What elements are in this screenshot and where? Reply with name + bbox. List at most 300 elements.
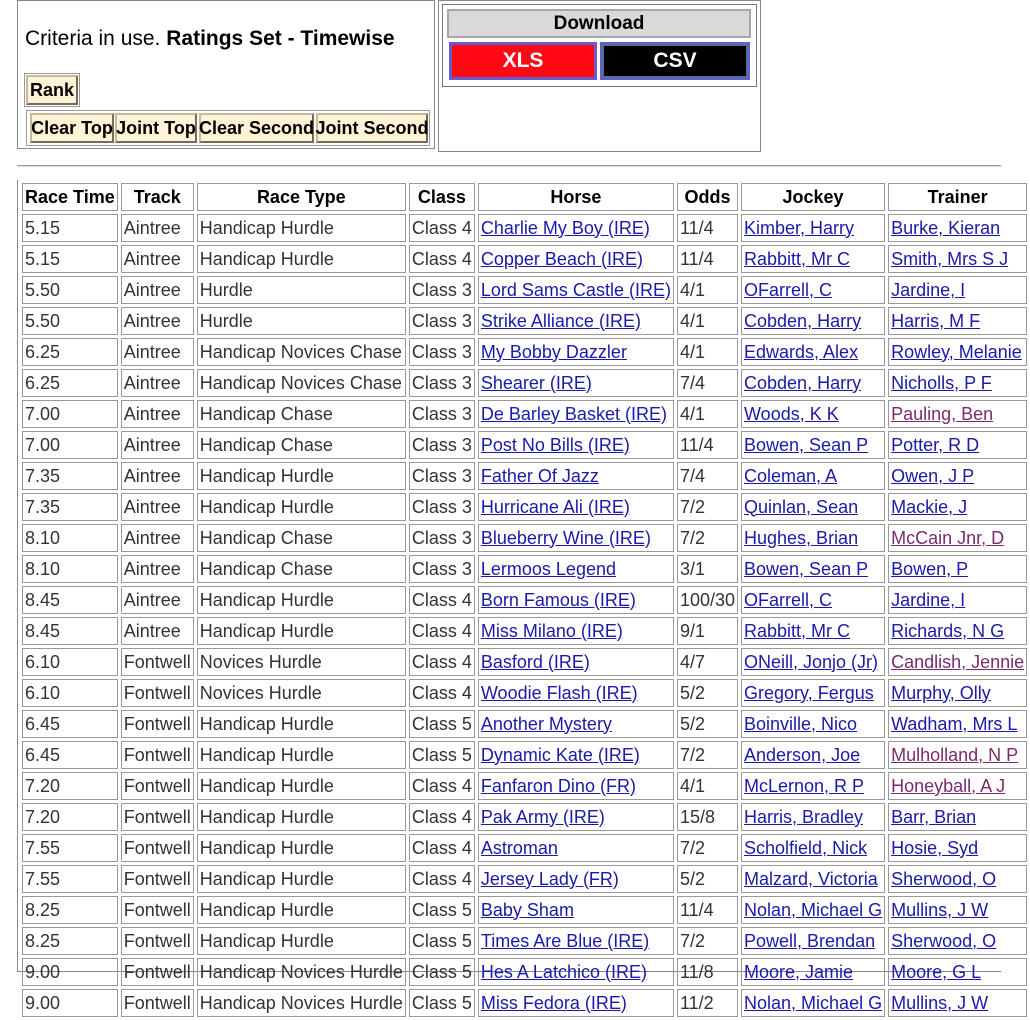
cell-track: Fontwell xyxy=(121,679,194,707)
header-track: Track xyxy=(121,183,194,211)
results-table-container xyxy=(17,180,1025,1013)
cell-horse xyxy=(478,834,674,862)
cell-horse xyxy=(478,989,674,1017)
table-row xyxy=(22,245,1027,273)
cell-track: Aintree xyxy=(121,276,194,304)
cell-race-type: Handicap Novices Chase xyxy=(197,338,406,366)
horse-link[interactable]: Copper Beach (IRE) xyxy=(480,248,643,269)
cell-class: Class 3 xyxy=(409,493,475,521)
cell-track: Aintree xyxy=(121,617,194,645)
cell-odds: 4/1 xyxy=(677,276,738,304)
horse-link[interactable]: Blueberry Wine (IRE) xyxy=(480,527,651,548)
jockey-link[interactable]: Cobden, Harry xyxy=(744,310,862,331)
cell-class: Class 5 xyxy=(409,989,475,1017)
cell-trainer xyxy=(888,493,1027,521)
horse-link[interactable]: Pak Army (IRE) xyxy=(480,806,605,827)
cell-trainer xyxy=(888,214,1027,242)
horse-link[interactable]: Lord Sams Castle (IRE) xyxy=(480,279,671,300)
trainer-link[interactable]: Pauling, Ben xyxy=(891,403,994,424)
trainer-link[interactable]: Burke, Kieran xyxy=(891,217,1001,238)
cell-track: Fontwell xyxy=(121,741,194,769)
trainer-link[interactable]: Wadham, Mrs L xyxy=(891,713,1018,734)
cell-trainer xyxy=(888,958,1027,986)
cell-class: Class 4 xyxy=(409,617,475,645)
jockey-link[interactable]: Nolan, Michael G xyxy=(744,992,883,1013)
cell-jockey xyxy=(741,431,885,459)
cell-jockey xyxy=(741,834,885,862)
cell-race-time: 6.25 xyxy=(22,338,118,366)
table-row xyxy=(22,524,1027,552)
cell-jockey xyxy=(741,369,885,397)
cell-track: Aintree xyxy=(121,245,194,273)
cell-trainer xyxy=(888,524,1027,552)
cell-odds: 7/2 xyxy=(677,927,738,955)
download-panel xyxy=(438,0,761,152)
cell-horse xyxy=(478,927,674,955)
clear-second-button[interactable]: Clear Second xyxy=(199,113,314,143)
trainer-link[interactable]: Honeyball, A J xyxy=(891,775,1006,796)
cell-odds: 15/8 xyxy=(677,803,738,831)
cell-trainer xyxy=(888,679,1027,707)
cell-race-time: 8.10 xyxy=(22,524,118,552)
jockey-link[interactable]: Kimber, Harry xyxy=(744,217,855,238)
cell-race-time: 6.45 xyxy=(22,741,118,769)
cell-jockey xyxy=(741,245,885,273)
cell-horse xyxy=(478,400,674,428)
cell-trainer xyxy=(888,431,1027,459)
cell-trainer xyxy=(888,927,1027,955)
trainer-link[interactable]: Mackie, J xyxy=(891,496,968,517)
horse-link[interactable]: De Barley Basket (IRE) xyxy=(480,403,667,424)
cell-track: Fontwell xyxy=(121,803,194,831)
cell-jockey xyxy=(741,710,885,738)
header-trainer: Trainer xyxy=(888,183,1027,211)
cell-trainer xyxy=(888,710,1027,738)
cell-odds: 4/1 xyxy=(677,400,738,428)
table-body xyxy=(22,214,1027,1017)
criteria-panel xyxy=(17,0,435,149)
jockey-link[interactable]: Powell, Brendan xyxy=(744,930,876,951)
cell-race-type: Handicap Hurdle xyxy=(197,741,406,769)
cell-track: Aintree xyxy=(121,493,194,521)
table-row xyxy=(22,369,1027,397)
table-row xyxy=(22,276,1027,304)
cell-race-type: Handicap Hurdle xyxy=(197,586,406,614)
table-row xyxy=(22,927,1027,955)
jockey-link[interactable]: Scholfield, Nick xyxy=(744,837,868,858)
cell-odds: 5/2 xyxy=(677,710,738,738)
cell-class: Class 4 xyxy=(409,245,475,273)
horse-link[interactable]: Born Famous (IRE) xyxy=(480,589,636,610)
cell-odds: 7/2 xyxy=(677,524,738,552)
cell-odds: 4/1 xyxy=(677,772,738,800)
cell-jockey xyxy=(741,400,885,428)
download-box xyxy=(442,4,757,87)
divider xyxy=(17,165,1001,167)
horse-link[interactable]: Shearer (IRE) xyxy=(480,372,592,393)
cell-class: Class 5 xyxy=(409,927,475,955)
jockey-link[interactable]: Harris, Bradley xyxy=(744,806,864,827)
horse-link[interactable]: Strike Alliance (IRE) xyxy=(480,310,641,331)
cell-race-type: Handicap Chase xyxy=(197,555,406,583)
cell-trainer xyxy=(888,834,1027,862)
jockey-link[interactable]: Hughes, Brian xyxy=(744,527,859,548)
trainer-link[interactable]: Bowen, P xyxy=(891,558,969,579)
horse-link[interactable]: Miss Fedora (IRE) xyxy=(480,992,627,1013)
cell-jockey xyxy=(741,307,885,335)
trainer-link[interactable]: Murphy, Olly xyxy=(891,682,991,703)
cell-race-type: Hurdle xyxy=(197,307,406,335)
cell-trainer xyxy=(888,741,1027,769)
cell-jockey xyxy=(741,462,885,490)
trainer-link[interactable]: McCain Jnr, D xyxy=(891,527,1005,548)
rank-button[interactable]: Rank xyxy=(26,75,78,105)
cell-horse xyxy=(478,896,674,924)
cell-class: Class 3 xyxy=(409,524,475,552)
cell-horse xyxy=(478,772,674,800)
cell-race-time: 7.20 xyxy=(22,803,118,831)
cell-jockey xyxy=(741,524,885,552)
criteria-value: Ratings Set - Timewise xyxy=(166,27,395,50)
table-row xyxy=(22,617,1027,645)
cell-trainer xyxy=(888,586,1027,614)
trainer-link[interactable]: Richards, N G xyxy=(891,620,1005,641)
cell-horse xyxy=(478,710,674,738)
cell-class: Class 5 xyxy=(409,741,475,769)
table-header-row xyxy=(22,183,1027,211)
table-row xyxy=(22,493,1027,521)
cell-class: Class 3 xyxy=(409,462,475,490)
trainer-link[interactable]: Jardine, I xyxy=(891,279,966,300)
table-row xyxy=(22,989,1027,1017)
cell-trainer xyxy=(888,772,1027,800)
cell-horse xyxy=(478,524,674,552)
cell-track: Fontwell xyxy=(121,989,194,1017)
cell-class: Class 4 xyxy=(409,865,475,893)
jockey-link[interactable]: Quinlan, Sean xyxy=(744,496,859,517)
cell-odds: 100/30 xyxy=(677,586,738,614)
trainer-link[interactable]: Jardine, I xyxy=(891,589,966,610)
horse-link[interactable]: Miss Milano (IRE) xyxy=(480,620,623,641)
horse-link[interactable]: Fanfaron Dino (FR) xyxy=(480,775,636,796)
table-row xyxy=(22,307,1027,335)
horse-link[interactable]: Lermoos Legend xyxy=(480,558,616,579)
cell-race-time: 6.10 xyxy=(22,648,118,676)
cell-race-type: Handicap Hurdle xyxy=(197,462,406,490)
jockey-link[interactable]: McLernon, R P xyxy=(744,775,865,796)
cell-jockey xyxy=(741,989,885,1017)
cell-race-type: Handicap Hurdle xyxy=(197,927,406,955)
cell-class: Class 3 xyxy=(409,431,475,459)
trainer-link[interactable]: Harris, M F xyxy=(891,310,981,331)
cell-horse xyxy=(478,803,674,831)
cell-class: Class 4 xyxy=(409,648,475,676)
cell-trainer xyxy=(888,896,1027,924)
cell-track: Aintree xyxy=(121,369,194,397)
horse-link[interactable]: Astroman xyxy=(480,837,558,858)
cell-jockey xyxy=(741,493,885,521)
table-row xyxy=(22,834,1027,862)
cell-race-time: 8.45 xyxy=(22,617,118,645)
cell-jockey xyxy=(741,958,885,986)
trainer-link[interactable]: Barr, Brian xyxy=(891,806,977,827)
jockey-link[interactable]: Rabbitt, Mr C xyxy=(744,248,851,269)
cell-race-type: Handicap Chase xyxy=(197,400,406,428)
trainer-link[interactable]: Candlish, Jennie xyxy=(891,651,1025,672)
horse-link[interactable]: My Bobby Dazzler xyxy=(480,341,627,362)
cell-race-type: Handicap Hurdle xyxy=(197,493,406,521)
horse-link[interactable]: Another Mystery xyxy=(480,713,612,734)
trainer-link[interactable]: Potter, R D xyxy=(891,434,980,455)
cell-class: Class 3 xyxy=(409,555,475,583)
jockey-link[interactable]: Edwards, Alex xyxy=(744,341,859,362)
cell-jockey xyxy=(741,896,885,924)
cell-trainer xyxy=(888,369,1027,397)
jockey-link[interactable]: Bowen, Sean P xyxy=(744,558,869,579)
cell-track: Aintree xyxy=(121,431,194,459)
cell-class: Class 3 xyxy=(409,369,475,397)
cell-race-time: 7.20 xyxy=(22,772,118,800)
cell-class: Class 4 xyxy=(409,834,475,862)
cell-race-time: 7.55 xyxy=(22,865,118,893)
jockey-link[interactable]: OFarrell, C xyxy=(744,279,833,300)
cell-race-type: Handicap Hurdle xyxy=(197,896,406,924)
cell-horse xyxy=(478,214,674,242)
cell-trainer xyxy=(888,865,1027,893)
cell-race-time: 7.00 xyxy=(22,400,118,428)
criteria-button-row xyxy=(26,110,430,146)
table-row xyxy=(22,648,1027,676)
trainer-link[interactable]: Rowley, Melanie xyxy=(891,341,1022,362)
cell-odds: 11/8 xyxy=(677,958,738,986)
header-jockey: Jockey xyxy=(741,183,885,211)
header-horse: Horse xyxy=(478,183,674,211)
jockey-link[interactable]: Rabbitt, Mr C xyxy=(744,620,851,641)
cell-odds: 7/4 xyxy=(677,369,738,397)
cell-odds: 11/4 xyxy=(677,214,738,242)
jockey-link[interactable]: Bowen, Sean P xyxy=(744,434,869,455)
cell-track: Aintree xyxy=(121,307,194,335)
trainer-link[interactable]: Smith, Mrs S J xyxy=(891,248,1009,269)
joint-top-button[interactable]: Joint Top xyxy=(115,113,197,143)
table-row xyxy=(22,431,1027,459)
cell-odds: 7/2 xyxy=(677,834,738,862)
cell-horse xyxy=(478,617,674,645)
cell-horse xyxy=(478,958,674,986)
cell-race-time: 7.55 xyxy=(22,834,118,862)
trainer-link[interactable]: Sherwood, O xyxy=(891,930,997,951)
cell-jockey xyxy=(741,617,885,645)
table-row xyxy=(22,462,1027,490)
trainer-link[interactable]: Owen, J P xyxy=(891,465,975,486)
cell-track: Fontwell xyxy=(121,834,194,862)
table-row xyxy=(22,772,1027,800)
jockey-link[interactable]: Malzard, Victoria xyxy=(744,868,878,889)
download-title: Download xyxy=(447,9,751,38)
cell-odds: 11/4 xyxy=(677,245,738,273)
horse-link[interactable]: Times Are Blue (IRE) xyxy=(480,930,650,951)
cell-race-type: Handicap Hurdle xyxy=(197,803,406,831)
horse-link[interactable]: Baby Sham xyxy=(480,899,574,920)
cell-odds: 4/1 xyxy=(677,338,738,366)
jockey-link[interactable]: ONeill, Jonjo (Jr) xyxy=(744,651,879,672)
trainer-link[interactable]: Sherwood, O xyxy=(891,868,997,889)
cell-trainer xyxy=(888,617,1027,645)
table-row xyxy=(22,710,1027,738)
cell-jockey xyxy=(741,679,885,707)
jockey-link[interactable]: Woods, K K xyxy=(744,403,839,424)
cell-odds: 7/2 xyxy=(677,741,738,769)
cell-track: Aintree xyxy=(121,214,194,242)
cell-odds: 7/2 xyxy=(677,493,738,521)
trainer-link[interactable]: Nicholls, P F xyxy=(891,372,992,393)
cell-track: Fontwell xyxy=(121,896,194,924)
horse-link[interactable]: Jersey Lady (FR) xyxy=(480,868,619,889)
header-odds: Odds xyxy=(677,183,738,211)
cell-track: Aintree xyxy=(121,400,194,428)
cell-trainer xyxy=(888,989,1027,1017)
table-row xyxy=(22,865,1027,893)
trainer-link[interactable]: Mulholland, N P xyxy=(891,744,1019,765)
cell-track: Aintree xyxy=(121,524,194,552)
cell-race-time: 8.25 xyxy=(22,927,118,955)
cell-odds: 3/1 xyxy=(677,555,738,583)
cell-race-time: 9.00 xyxy=(22,989,118,1017)
horse-link[interactable]: Dynamic Kate (IRE) xyxy=(480,744,640,765)
trainer-link[interactable]: Mullins, J W xyxy=(891,899,989,920)
cell-jockey xyxy=(741,586,885,614)
cell-trainer xyxy=(888,555,1027,583)
horse-link[interactable]: Woodie Flash (IRE) xyxy=(480,682,638,703)
cell-race-time: 9.00 xyxy=(22,958,118,986)
cell-race-type: Novices Hurdle xyxy=(197,648,406,676)
cell-horse xyxy=(478,555,674,583)
trainer-link[interactable]: Mullins, J W xyxy=(891,992,989,1013)
horse-link[interactable]: Hurricane Ali (IRE) xyxy=(480,496,630,517)
cell-odds: 7/4 xyxy=(677,462,738,490)
table-row xyxy=(22,958,1027,986)
cell-race-type: Novices Hurdle xyxy=(197,679,406,707)
cell-race-type: Handicap Chase xyxy=(197,431,406,459)
cell-track: Fontwell xyxy=(121,865,194,893)
cell-jockey xyxy=(741,741,885,769)
xls-download-button[interactable]: XLS xyxy=(449,42,597,80)
joint-second-button[interactable]: Joint Second xyxy=(316,113,428,143)
trainer-link[interactable]: Hosie, Syd xyxy=(891,837,979,858)
horse-link[interactable]: Charlie My Boy (IRE) xyxy=(480,217,650,238)
cell-race-type: Handicap Novices Chase xyxy=(197,369,406,397)
cell-class: Class 4 xyxy=(409,772,475,800)
cell-track: Aintree xyxy=(121,338,194,366)
table-row xyxy=(22,555,1027,583)
cell-odds: 11/2 xyxy=(677,989,738,1017)
table-row xyxy=(22,679,1027,707)
cell-horse xyxy=(478,369,674,397)
jockey-link[interactable]: Nolan, Michael G xyxy=(744,899,883,920)
cell-class: Class 4 xyxy=(409,586,475,614)
cell-jockey xyxy=(741,865,885,893)
table-row xyxy=(22,803,1027,831)
cell-track: Aintree xyxy=(121,462,194,490)
trainer-link[interactable]: Moore, G L xyxy=(891,961,982,982)
cell-horse xyxy=(478,679,674,707)
clear-top-button[interactable]: Clear Top xyxy=(30,113,114,143)
table-row xyxy=(22,586,1027,614)
cell-trainer xyxy=(888,400,1027,428)
cell-race-time: 6.25 xyxy=(22,369,118,397)
cell-race-time: 5.15 xyxy=(22,214,118,242)
cell-horse xyxy=(478,648,674,676)
jockey-link[interactable]: Anderson, Joe xyxy=(744,744,861,765)
jockey-link[interactable]: Cobden, Harry xyxy=(744,372,862,393)
cell-track: Fontwell xyxy=(121,958,194,986)
cell-race-time: 8.45 xyxy=(22,586,118,614)
cell-odds: 5/2 xyxy=(677,679,738,707)
cell-jockey xyxy=(741,772,885,800)
jockey-link[interactable]: Coleman, A xyxy=(744,465,838,486)
cell-odds: 11/4 xyxy=(677,896,738,924)
jockey-link[interactable]: Boinville, Nico xyxy=(744,713,858,734)
cell-class: Class 3 xyxy=(409,276,475,304)
cell-jockey xyxy=(741,803,885,831)
cell-race-time: 5.50 xyxy=(22,307,118,335)
horse-link[interactable]: Hes A Latchico (IRE) xyxy=(480,961,647,982)
cell-race-type: Handicap Novices Hurdle xyxy=(197,989,406,1017)
cell-jockey xyxy=(741,555,885,583)
cell-horse xyxy=(478,865,674,893)
cell-race-time: 6.10 xyxy=(22,679,118,707)
jockey-link[interactable]: Moore, Jamie xyxy=(744,961,854,982)
table-row xyxy=(22,214,1027,242)
cell-race-type: Handicap Hurdle xyxy=(197,245,406,273)
cell-horse xyxy=(478,276,674,304)
cell-odds: 4/7 xyxy=(677,648,738,676)
cell-jockey xyxy=(741,648,885,676)
cell-race-time: 7.35 xyxy=(22,493,118,521)
cell-trainer xyxy=(888,462,1027,490)
cell-race-time: 8.25 xyxy=(22,896,118,924)
horse-link[interactable]: Post No Bills (IRE) xyxy=(480,434,630,455)
cell-horse xyxy=(478,741,674,769)
cell-class: Class 4 xyxy=(409,803,475,831)
cell-horse xyxy=(478,338,674,366)
csv-download-button[interactable]: CSV xyxy=(600,42,750,80)
cell-odds: 11/4 xyxy=(677,431,738,459)
cell-track: Fontwell xyxy=(121,710,194,738)
header-race-time: Race Time xyxy=(22,183,118,211)
header-class: Class xyxy=(409,183,475,211)
jockey-link[interactable]: Gregory, Fergus xyxy=(744,682,874,703)
header-race-type: Race Type xyxy=(197,183,406,211)
table-row xyxy=(22,400,1027,428)
cell-race-type: Handicap Chase xyxy=(197,524,406,552)
cell-class: Class 5 xyxy=(409,710,475,738)
horse-link[interactable]: Basford (IRE) xyxy=(480,651,590,672)
jockey-link[interactable]: OFarrell, C xyxy=(744,589,833,610)
cell-trainer xyxy=(888,307,1027,335)
cell-class: Class 4 xyxy=(409,214,475,242)
cell-track: Aintree xyxy=(121,555,194,583)
criteria-text xyxy=(25,27,395,51)
cell-horse xyxy=(478,493,674,521)
horse-link[interactable]: Father Of Jazz xyxy=(480,465,599,486)
cell-trainer xyxy=(888,648,1027,676)
cell-trainer xyxy=(888,803,1027,831)
cell-class: Class 5 xyxy=(409,958,475,986)
cell-class: Class 5 xyxy=(409,896,475,924)
cell-track: Aintree xyxy=(121,586,194,614)
cell-race-time: 5.50 xyxy=(22,276,118,304)
